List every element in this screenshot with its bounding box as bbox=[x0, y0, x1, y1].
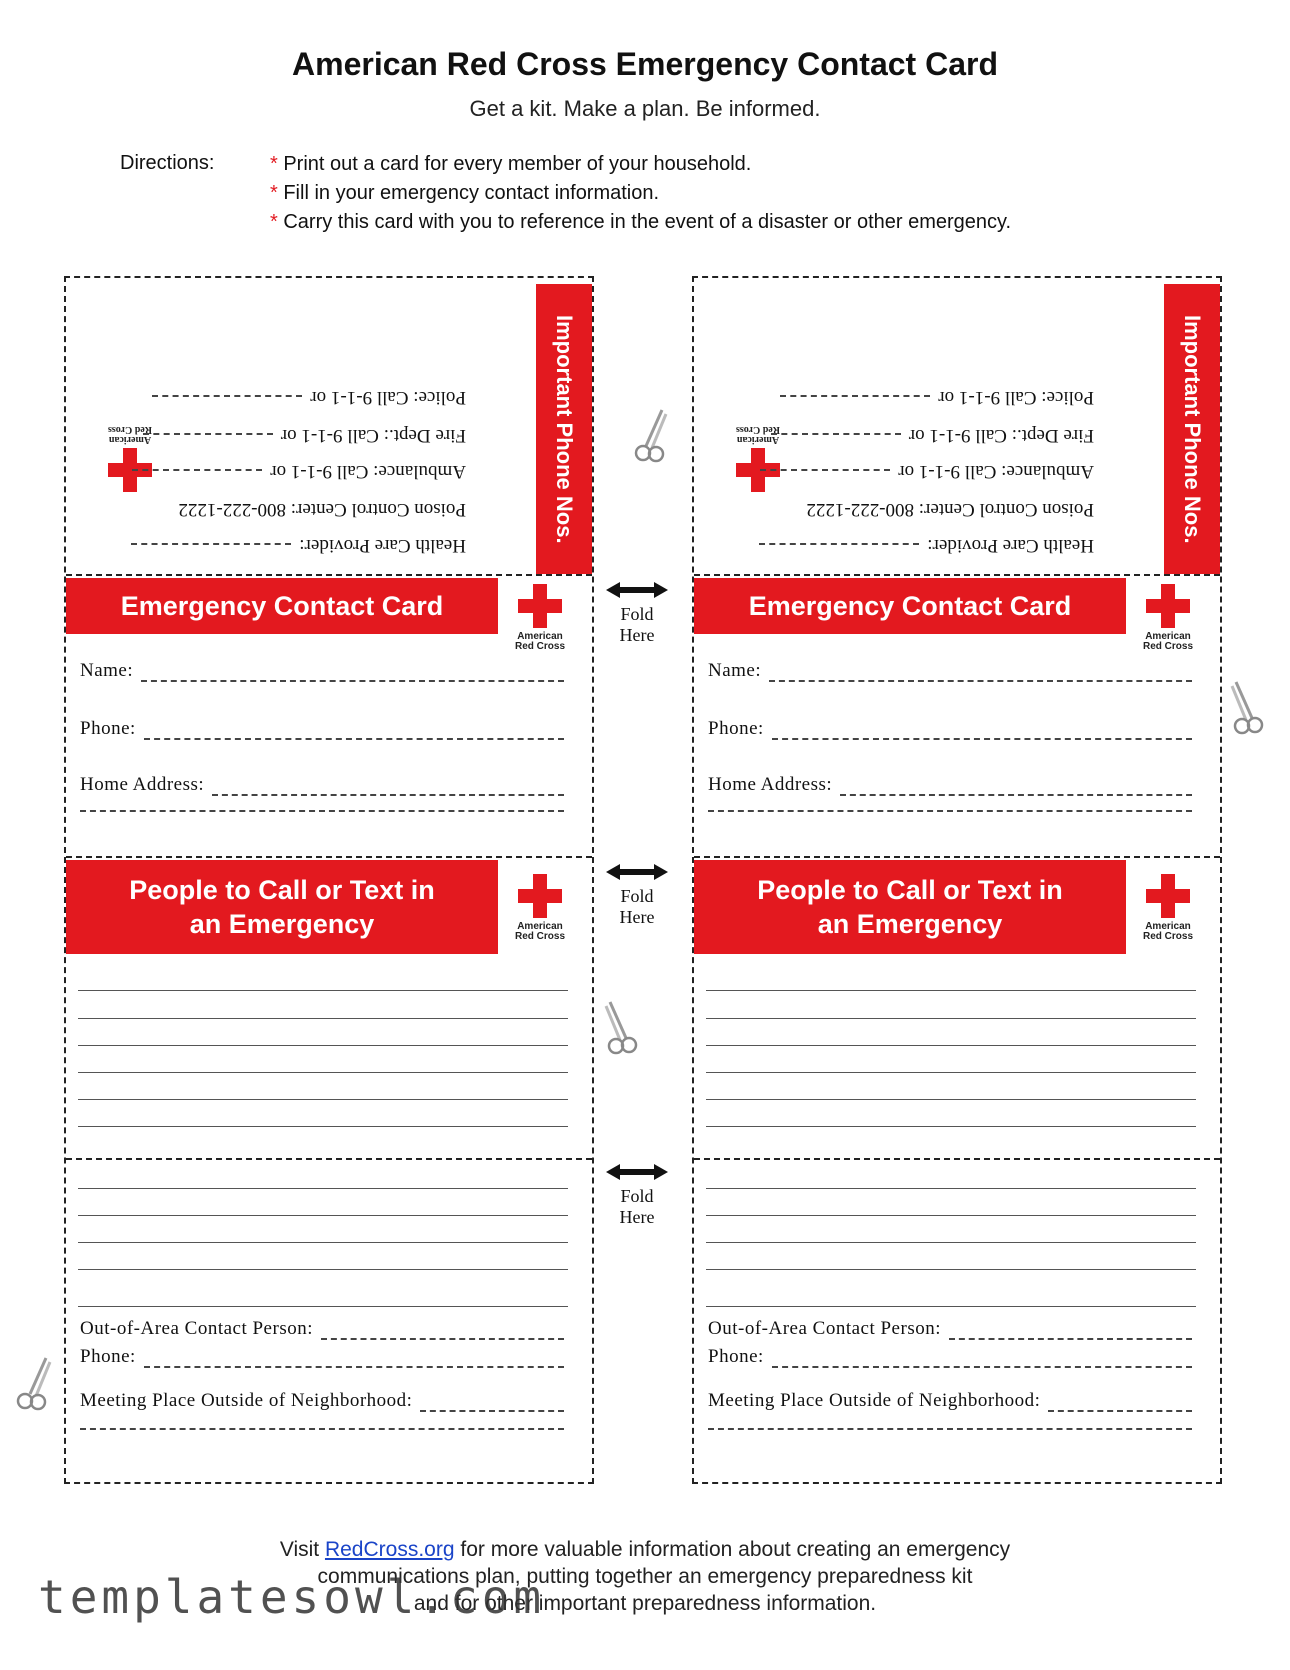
fold-line bbox=[694, 1158, 1220, 1160]
list-item: * Carry this card with you to reference in the event of a disaster or other emergency. bbox=[270, 208, 1011, 237]
address-line-2[interactable] bbox=[708, 810, 1192, 812]
important-phone-tab: Important Phone Nos. bbox=[536, 284, 592, 574]
meeting-place-line-2[interactable] bbox=[708, 1428, 1192, 1430]
fold-marker bbox=[597, 864, 677, 928]
contact-line[interactable] bbox=[78, 1306, 568, 1307]
red-cross-icon bbox=[1146, 584, 1190, 628]
name-label: Name: bbox=[708, 660, 762, 681]
contact-line[interactable] bbox=[706, 1099, 1196, 1100]
footer-line: for more valuable information about creating an emergency bbox=[460, 1538, 1011, 1561]
list-item: * Fill in your emergency contact information. bbox=[270, 179, 1011, 208]
red-cross-logo bbox=[1138, 584, 1198, 652]
contact-line[interactable] bbox=[706, 1215, 1196, 1216]
phone-field[interactable] bbox=[708, 718, 1192, 740]
footer-line: communications plan, putting together an emergency preparedness kit bbox=[317, 1565, 973, 1588]
contact-line[interactable] bbox=[78, 1018, 568, 1019]
fold-marker bbox=[597, 582, 677, 646]
fold-marker bbox=[597, 1164, 677, 1228]
contact-line[interactable] bbox=[78, 1269, 568, 1270]
important-phone-tab: Important Phone Nos. bbox=[1164, 284, 1220, 574]
scissors-icon bbox=[1226, 680, 1266, 736]
meeting-place-field[interactable] bbox=[708, 1390, 1192, 1412]
contact-line[interactable] bbox=[706, 1126, 1196, 1127]
police-label: Police: Call 9-1-1 or bbox=[938, 387, 1094, 408]
contact-line[interactable] bbox=[78, 1126, 568, 1127]
logo-text: Red Cross bbox=[514, 641, 565, 652]
logo-text: Red Cross bbox=[1142, 641, 1193, 652]
contact-line[interactable] bbox=[706, 1072, 1196, 1073]
phone-field[interactable] bbox=[80, 718, 564, 740]
banner-line: People to Call or Text in bbox=[129, 875, 435, 905]
meeting-place-label: Meeting Place Outside of Neighborhood: bbox=[80, 1390, 413, 1411]
contact-line[interactable] bbox=[706, 1242, 1196, 1243]
contact-card-banner: Emergency Contact Card bbox=[66, 578, 498, 634]
contact-line[interactable] bbox=[78, 1188, 568, 1189]
meeting-place-field[interactable] bbox=[80, 1390, 564, 1412]
contact-line[interactable] bbox=[78, 1045, 568, 1046]
red-cross-logo bbox=[510, 874, 570, 942]
footer-visit: Visit bbox=[279, 1538, 320, 1561]
phone-list-flipped bbox=[66, 278, 536, 578]
logo-text: American bbox=[517, 921, 563, 932]
footer-line: and for other important preparedness information. bbox=[413, 1592, 877, 1615]
contact-card-banner: Emergency Contact Card bbox=[694, 578, 1126, 634]
fold-text: Fold bbox=[620, 604, 654, 624]
name-field[interactable] bbox=[80, 660, 564, 682]
health-care-label: Health Care Provider: bbox=[299, 535, 466, 556]
fold-text: Here bbox=[619, 625, 655, 645]
contact-line[interactable] bbox=[706, 1045, 1196, 1046]
ambulance-row bbox=[66, 460, 466, 482]
poison-control-row bbox=[694, 498, 1094, 520]
fire-label: Fire Dept.: Call 9-1-1 or bbox=[908, 425, 1094, 446]
red-cross-logo bbox=[510, 584, 570, 652]
contact-line[interactable] bbox=[706, 990, 1196, 991]
meeting-place-label: Meeting Place Outside of Neighborhood: bbox=[708, 1390, 1041, 1411]
health-care-row bbox=[694, 534, 1094, 556]
home-address-label: Home Address: bbox=[80, 774, 205, 795]
people-to-call-banner bbox=[66, 860, 498, 954]
name-label: Name: bbox=[80, 660, 134, 681]
contact-line[interactable] bbox=[78, 990, 568, 991]
watermark: templatesowl.com bbox=[38, 1570, 546, 1624]
banner-line: an Emergency bbox=[189, 909, 375, 939]
red-cross-icon bbox=[518, 584, 562, 628]
logo-text: American bbox=[736, 434, 780, 445]
logo-text: American bbox=[108, 434, 152, 445]
list-item: * Print out a card for every member of your household. bbox=[270, 150, 1011, 179]
phone-list-flipped bbox=[694, 278, 1164, 578]
name-field[interactable] bbox=[708, 660, 1192, 682]
fold-text: Here bbox=[619, 907, 655, 927]
fold-line bbox=[694, 574, 1220, 576]
fold-line bbox=[66, 1158, 592, 1160]
logo-text: Red Cross bbox=[514, 931, 565, 942]
fire-row bbox=[66, 424, 466, 446]
fold-line bbox=[66, 574, 592, 576]
directions-list bbox=[270, 150, 1011, 237]
ambulance-label: Ambulance: Call 9-1-1 or bbox=[898, 461, 1094, 482]
out-of-area-phone-field[interactable] bbox=[80, 1346, 564, 1368]
redcross-link[interactable]: RedCross.org bbox=[324, 1538, 455, 1561]
out-of-area-label: Out-of-Area Contact Person: bbox=[80, 1318, 313, 1339]
fold-text: Fold bbox=[620, 1186, 654, 1206]
logo-text: Red Cross bbox=[108, 424, 152, 435]
directions-label: Directions: bbox=[120, 152, 215, 174]
people-to-call-banner bbox=[694, 860, 1126, 954]
ambulance-row bbox=[694, 460, 1094, 482]
ambulance-label: Ambulance: Call 9-1-1 or bbox=[270, 461, 466, 482]
fold-text: Here bbox=[619, 1207, 655, 1227]
health-care-row bbox=[66, 534, 466, 556]
contact-card-left bbox=[64, 276, 594, 1484]
contact-line[interactable] bbox=[706, 1188, 1196, 1189]
contact-line[interactable] bbox=[706, 1018, 1196, 1019]
phone-label: Phone: bbox=[708, 718, 764, 739]
meeting-place-line-2[interactable] bbox=[80, 1428, 564, 1430]
page-title: American Red Cross Emergency Contact Card bbox=[292, 46, 998, 82]
scissors-icon bbox=[12, 1356, 52, 1412]
page-subtitle: Get a kit. Make a plan. Be informed. bbox=[469, 96, 821, 121]
contact-line[interactable] bbox=[706, 1269, 1196, 1270]
out-of-area-contact-field[interactable] bbox=[708, 1318, 1192, 1340]
contact-line[interactable] bbox=[78, 1215, 568, 1216]
phone-label: Phone: bbox=[708, 1346, 764, 1367]
contact-line[interactable] bbox=[78, 1072, 568, 1073]
contact-line[interactable] bbox=[706, 1306, 1196, 1307]
banner-line: People to Call or Text in bbox=[757, 875, 1063, 905]
scissors-icon bbox=[602, 1000, 642, 1056]
red-cross-icon bbox=[1146, 874, 1190, 918]
fire-row bbox=[694, 424, 1094, 446]
contact-line[interactable] bbox=[78, 1099, 568, 1100]
phone-label: Phone: bbox=[80, 718, 136, 739]
banner-line: an Emergency bbox=[817, 909, 1003, 939]
poison-control-label: Poison Control Center: 800-222-1222 bbox=[178, 499, 466, 520]
contact-line[interactable] bbox=[78, 1242, 568, 1243]
fire-label: Fire Dept.: Call 9-1-1 or bbox=[280, 425, 466, 446]
poison-control-row bbox=[66, 498, 466, 520]
home-address-label: Home Address: bbox=[708, 774, 833, 795]
police-label: Police: Call 9-1-1 or bbox=[310, 387, 466, 408]
scissors-icon bbox=[632, 408, 672, 464]
fold-text: Fold bbox=[620, 886, 654, 906]
double-arrow-icon bbox=[606, 582, 668, 598]
police-row bbox=[694, 386, 1094, 408]
address-line-2[interactable] bbox=[80, 810, 564, 812]
logo-text: American bbox=[517, 631, 563, 642]
phone-label: Phone: bbox=[80, 1346, 136, 1367]
red-cross-icon bbox=[518, 874, 562, 918]
health-care-label: Health Care Provider: bbox=[927, 535, 1094, 556]
logo-text: Red Cross bbox=[1142, 931, 1193, 942]
red-cross-logo bbox=[1138, 874, 1198, 942]
poison-control-label: Poison Control Center: 800-222-1222 bbox=[806, 499, 1094, 520]
fold-line bbox=[66, 856, 592, 858]
double-arrow-icon bbox=[606, 864, 668, 880]
logo-text: American bbox=[1145, 631, 1191, 642]
logo-text: Red Cross bbox=[736, 424, 780, 435]
out-of-area-contact-field[interactable] bbox=[80, 1318, 564, 1340]
double-arrow-icon bbox=[606, 1164, 668, 1180]
home-address-field[interactable] bbox=[80, 774, 564, 796]
logo-text: American bbox=[1145, 921, 1191, 932]
home-address-field[interactable] bbox=[708, 774, 1192, 796]
out-of-area-label: Out-of-Area Contact Person: bbox=[708, 1318, 941, 1339]
fold-line bbox=[694, 856, 1220, 858]
contact-card-right bbox=[692, 276, 1222, 1484]
out-of-area-phone-field[interactable] bbox=[708, 1346, 1192, 1368]
police-row bbox=[66, 386, 466, 408]
